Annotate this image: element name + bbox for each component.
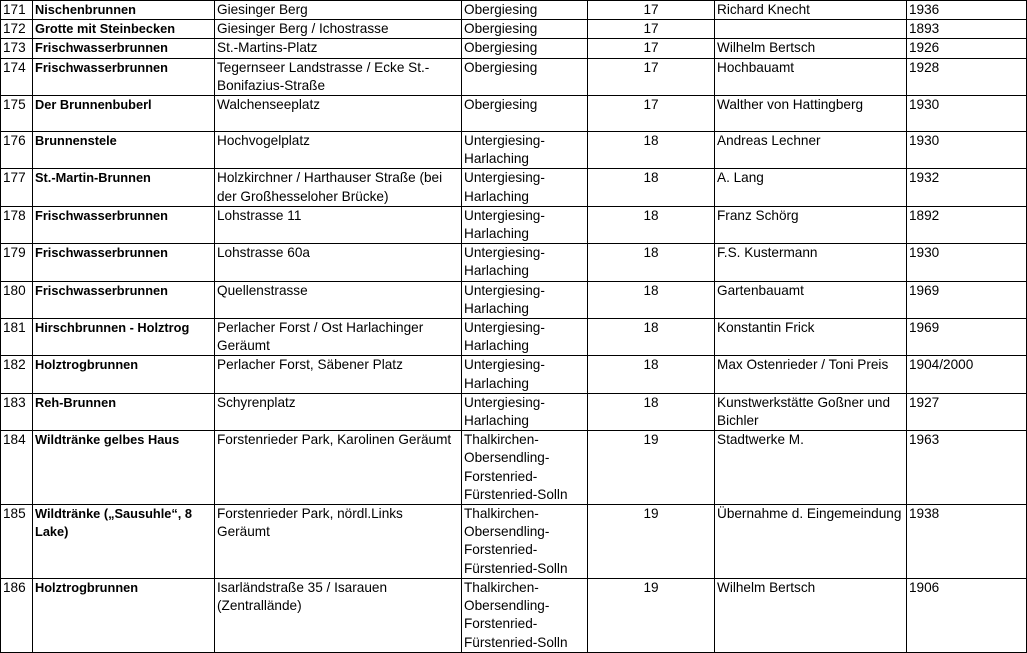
fountain-bezirk: 18 [588, 319, 715, 356]
fountain-address: St.-Martins-Platz [215, 39, 462, 58]
table-row [1, 1, 1027, 20]
fountain-bezirk: 18 [588, 393, 715, 430]
fountain-year: 1932 [907, 169, 1027, 206]
fountain-name: Reh-Brunnen [33, 393, 215, 430]
fountain-district: Untergiesing-Harlaching [462, 281, 588, 318]
fountain-year: 1969 [907, 319, 1027, 356]
fountain-name: Wildtränke („Sausuhle“, 8 Lake) [33, 505, 215, 579]
fountain-year: 1963 [907, 431, 1027, 505]
row-number: 175 [1, 96, 33, 132]
fountain-artist: Max Ostenrieder / Toni Preis [715, 356, 907, 393]
table-row [1, 96, 1027, 132]
row-number: 177 [1, 169, 33, 206]
fountain-bezirk: 18 [588, 169, 715, 206]
table-row [1, 431, 1027, 505]
fountain-district: Untergiesing-Harlaching [462, 206, 588, 243]
fountain-year: 1927 [907, 393, 1027, 430]
fountain-year: 1892 [907, 206, 1027, 243]
fountain-district: Untergiesing-Harlaching [462, 244, 588, 281]
table-row [1, 505, 1027, 579]
fountain-year: 1969 [907, 281, 1027, 318]
row-number: 173 [1, 39, 33, 58]
fountain-year: 1904/2000 [907, 356, 1027, 393]
table-row [1, 58, 1027, 95]
fountain-address: Holzkirchner / Harthauser Straße (bei der Großhesseloher Brücke) [215, 169, 462, 206]
fountain-year: 1930 [907, 132, 1027, 169]
fountain-district: Obergiesing [462, 58, 588, 95]
fountain-name: Frischwasserbrunnen [33, 281, 215, 318]
fountain-name: St.-Martin-Brunnen [33, 169, 215, 206]
row-number: 179 [1, 244, 33, 281]
fountain-artist: Gartenbauamt [715, 281, 907, 318]
fountain-year: 1938 [907, 505, 1027, 579]
fountain-district: Untergiesing-Harlaching [462, 319, 588, 356]
fountain-address: Walchenseeplatz [215, 96, 462, 132]
fountain-year: 1930 [907, 244, 1027, 281]
table-row [1, 578, 1027, 652]
fountain-year: 1928 [907, 58, 1027, 95]
table-row [1, 39, 1027, 58]
fountain-artist: A. Lang [715, 169, 907, 206]
fountain-district: Obergiesing [462, 20, 588, 39]
fountain-bezirk: 17 [588, 1, 715, 20]
table-row [1, 132, 1027, 169]
fountain-name: Frischwasserbrunnen [33, 244, 215, 281]
fountain-year: 1906 [907, 578, 1027, 652]
fountain-address: Lohstrasse 60a [215, 244, 462, 281]
fountain-artist: Konstantin Frick [715, 319, 907, 356]
fountain-address: Lohstrasse 11 [215, 206, 462, 243]
fountain-name: Nischenbrunnen [33, 1, 215, 20]
fountain-name: Frischwasserbrunnen [33, 58, 215, 95]
row-number: 178 [1, 206, 33, 243]
table-row [1, 356, 1027, 393]
row-number: 182 [1, 356, 33, 393]
fountain-artist: Franz Schörg [715, 206, 907, 243]
table-row [1, 281, 1027, 318]
fountain-name: Frischwasserbrunnen [33, 39, 215, 58]
fountain-address: Forstenrieder Park, nördl.Links Geräumt [215, 505, 462, 579]
fountain-bezirk: 19 [588, 431, 715, 505]
fountain-artist: Hochbauamt [715, 58, 907, 95]
row-number: 171 [1, 1, 33, 20]
fountain-name: Holztrogbrunnen [33, 356, 215, 393]
fountain-district: Thalkirchen-Obersendling-Forstenried-Fürstenried-Solln [462, 505, 588, 579]
fountain-bezirk: 19 [588, 578, 715, 652]
fountain-bezirk: 18 [588, 132, 715, 169]
fountain-name: Grotte mit Steinbecken [33, 20, 215, 39]
fountain-bezirk: 17 [588, 39, 715, 58]
fountain-district: Thalkirchen-Obersendling-Forstenried-Fürstenried-Solln [462, 578, 588, 652]
fountain-name: Hirschbrunnen - Holztrog [33, 319, 215, 356]
fountain-name: Wildtränke gelbes Haus [33, 431, 215, 505]
fountain-year: 1926 [907, 39, 1027, 58]
fountain-district: Thalkirchen-Obersendling-Forstenried-Fürstenried-Solln [462, 431, 588, 505]
fountain-district: Untergiesing-Harlaching [462, 169, 588, 206]
fountain-district: Obergiesing [462, 1, 588, 20]
fountain-district: Untergiesing-Harlaching [462, 356, 588, 393]
fountain-artist: Richard Knecht [715, 1, 907, 20]
fountain-address: Giesinger Berg [215, 1, 462, 20]
fountain-artist: F.S. Kustermann [715, 244, 907, 281]
fountain-artist: Andreas Lechner [715, 132, 907, 169]
fountain-artist [715, 20, 907, 39]
fountain-district: Untergiesing-Harlaching [462, 132, 588, 169]
table-row [1, 206, 1027, 243]
fountain-artist: Wilhelm Bertsch [715, 39, 907, 58]
fountain-address: Perlacher Forst, Säbener Platz [215, 356, 462, 393]
fountain-artist: Walther von Hattingberg [715, 96, 907, 132]
fountain-address: Isarländstraße 35 / Isarauen (Zentrallände) [215, 578, 462, 652]
fountain-address: Giesinger Berg / Ichostrasse [215, 20, 462, 39]
fountain-bezirk: 18 [588, 356, 715, 393]
fountain-year: 1930 [907, 96, 1027, 132]
fountain-bezirk: 18 [588, 281, 715, 318]
fountain-address: Quellenstrasse [215, 281, 462, 318]
fountain-address: Tegernseer Landstrasse / Ecke St.-Bonifazius-Straße [215, 58, 462, 95]
table-row [1, 319, 1027, 356]
fountain-name: Brunnenstele [33, 132, 215, 169]
table-row [1, 244, 1027, 281]
fountain-year: 1893 [907, 20, 1027, 39]
fountain-address: Forstenrieder Park, Karolinen Geräumt [215, 431, 462, 505]
fountain-district: Obergiesing [462, 39, 588, 58]
fountain-name: Holztrogbrunnen [33, 578, 215, 652]
fountain-district: Untergiesing-Harlaching [462, 393, 588, 430]
fountain-year: 1936 [907, 1, 1027, 20]
fountain-bezirk: 18 [588, 206, 715, 243]
row-number: 186 [1, 578, 33, 652]
fountain-name: Frischwasserbrunnen [33, 206, 215, 243]
fountain-name: Der Brunnenbuberl [33, 96, 215, 132]
fountain-district: Obergiesing [462, 96, 588, 132]
row-number: 176 [1, 132, 33, 169]
row-number: 181 [1, 319, 33, 356]
fountain-artist: Kunstwerkstätte Goßner und Bichler [715, 393, 907, 430]
row-number: 183 [1, 393, 33, 430]
table-row [1, 169, 1027, 206]
fountain-address: Hochvogelplatz [215, 132, 462, 169]
fountain-bezirk: 18 [588, 244, 715, 281]
fountain-address: Perlacher Forst / Ost Harlachinger Geräumt [215, 319, 462, 356]
fountain-artist: Wilhelm Bertsch [715, 578, 907, 652]
fountain-bezirk: 17 [588, 20, 715, 39]
row-number: 180 [1, 281, 33, 318]
fountain-artist: Übernahme d. Eingemeindung [715, 505, 907, 579]
row-number: 185 [1, 505, 33, 579]
table-row [1, 20, 1027, 39]
row-number: 184 [1, 431, 33, 505]
row-number: 174 [1, 58, 33, 95]
table-row [1, 393, 1027, 430]
fountain-address: Schyrenplatz [215, 393, 462, 430]
fountain-bezirk: 19 [588, 505, 715, 579]
fountain-bezirk: 17 [588, 96, 715, 132]
fountain-artist: Stadtwerke M. [715, 431, 907, 505]
row-number: 172 [1, 20, 33, 39]
fountain-bezirk: 17 [588, 58, 715, 95]
